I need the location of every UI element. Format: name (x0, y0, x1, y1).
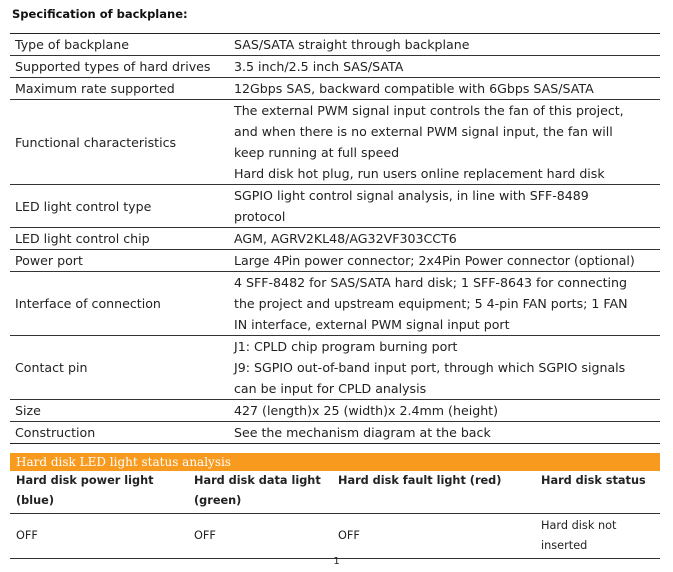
spec-table (10, 33, 660, 444)
spec-row (10, 272, 660, 336)
spec-value-line: SGPIO light control signal analysis, in line with SFF-8489 (234, 188, 589, 203)
spec-value-line: IN interface, external PWM signal input port (234, 317, 510, 332)
spec-label: Construction (10, 422, 229, 444)
spec-label: LED light control chip (10, 228, 229, 250)
spec-value (229, 34, 660, 56)
led-status-column-header (332, 471, 535, 514)
led-status-cell (535, 514, 660, 559)
led-status-cell (332, 514, 535, 559)
spec-value (229, 56, 660, 78)
spec-value (229, 78, 660, 100)
column-header-line: Hard disk power light (16, 474, 154, 487)
spec-value-line: 12Gbps SAS, backward compatible with 6Gbps SAS/SATA (234, 81, 594, 96)
spec-row (10, 400, 660, 422)
spec-row (10, 185, 660, 228)
spec-row (10, 56, 660, 78)
led-status-column-header (535, 471, 660, 514)
spec-label: Contact pin (10, 336, 229, 400)
led-status-table-body (10, 514, 660, 559)
spec-value-line: See the mechanism diagram at the back (234, 425, 491, 440)
spec-value (229, 228, 660, 250)
spec-value-line: AGM, AGRV2KL48/AG32VF303CCT6 (234, 231, 457, 246)
column-header-line: (blue) (16, 494, 54, 507)
spec-row (10, 78, 660, 100)
spec-value-line: protocol (234, 209, 286, 224)
spec-label: Type of backplane (10, 34, 229, 56)
status-section-title: Hard disk LED light status analysis (10, 453, 660, 471)
cell-line: Hard disk not (541, 519, 617, 532)
spec-value-line: can be input for CPLD analysis (234, 381, 427, 396)
spec-value (229, 272, 660, 336)
page-number: 1 (333, 556, 340, 567)
spec-value-line: 4 SFF-8482 for SAS/SATA hard disk; 1 SFF-8643 for connecting (234, 275, 628, 290)
spec-row (10, 34, 660, 56)
spec-label: Maximum rate supported (10, 78, 229, 100)
led-status-header-row (10, 471, 660, 514)
cell-line: OFF (194, 529, 216, 542)
spec-value (229, 100, 660, 185)
cell-line: OFF (338, 529, 360, 542)
spec-value-line: 3.5 inch/2.5 inch SAS/SATA (234, 59, 404, 74)
spec-row (10, 228, 660, 250)
spec-value-line: and when there is no external PWM signal input, the fan will (234, 124, 613, 139)
spec-label: Size (10, 400, 229, 422)
spec-value-line: Large 4Pin power connector; 2x4Pin Power connector (optional) (234, 253, 635, 268)
spec-row (10, 422, 660, 444)
cell-line: inserted (541, 539, 588, 552)
spec-heading: Specification of backplane: (12, 7, 188, 21)
spec-label: Power port (10, 250, 229, 272)
led-status-cell (188, 514, 332, 559)
spec-label: Interface of connection (10, 272, 229, 336)
cell-line: OFF (16, 529, 38, 542)
spec-label: LED light control type (10, 185, 229, 228)
spec-table-body (10, 34, 660, 444)
spec-value-line: keep running at full speed (234, 145, 400, 160)
spec-row (10, 336, 660, 400)
spec-label: Functional characteristics (10, 100, 229, 185)
spec-value-line: Hard disk hot plug, run users online replacement hard disk (234, 166, 605, 181)
column-header-line: Hard disk data light (194, 474, 321, 487)
spec-value-line: J9: SGPIO out-of-band input port, through which SGPIO signals (234, 360, 626, 375)
spec-label: Supported types of hard drives (10, 56, 229, 78)
spec-value-line: J1: CPLD chip program burning port (234, 339, 458, 354)
column-header-line: Hard disk status (541, 474, 646, 487)
spec-value (229, 250, 660, 272)
spec-value-line: SAS/SATA straight through backplane (234, 37, 470, 52)
led-status-table (10, 471, 660, 559)
led-status-cell (10, 514, 188, 559)
column-header-line: Hard disk fault light (red) (338, 474, 502, 487)
led-status-column-header (10, 471, 188, 514)
column-header-line: (green) (194, 494, 242, 507)
led-status-column-header (188, 471, 332, 514)
spec-value-line: 427 (length)x 25 (width)x 2.4mm (height) (234, 403, 499, 418)
spec-row (10, 100, 660, 185)
spec-value-line: the project and upstream equipment; 5 4-pin FAN ports; 1 FAN (234, 296, 628, 311)
spec-value (229, 400, 660, 422)
spec-value (229, 336, 660, 400)
spec-value (229, 185, 660, 228)
spec-row (10, 250, 660, 272)
led-status-row (10, 514, 660, 559)
spec-value-line: The external PWM signal input controls the fan of this project, (234, 103, 624, 118)
spec-value (229, 422, 660, 444)
